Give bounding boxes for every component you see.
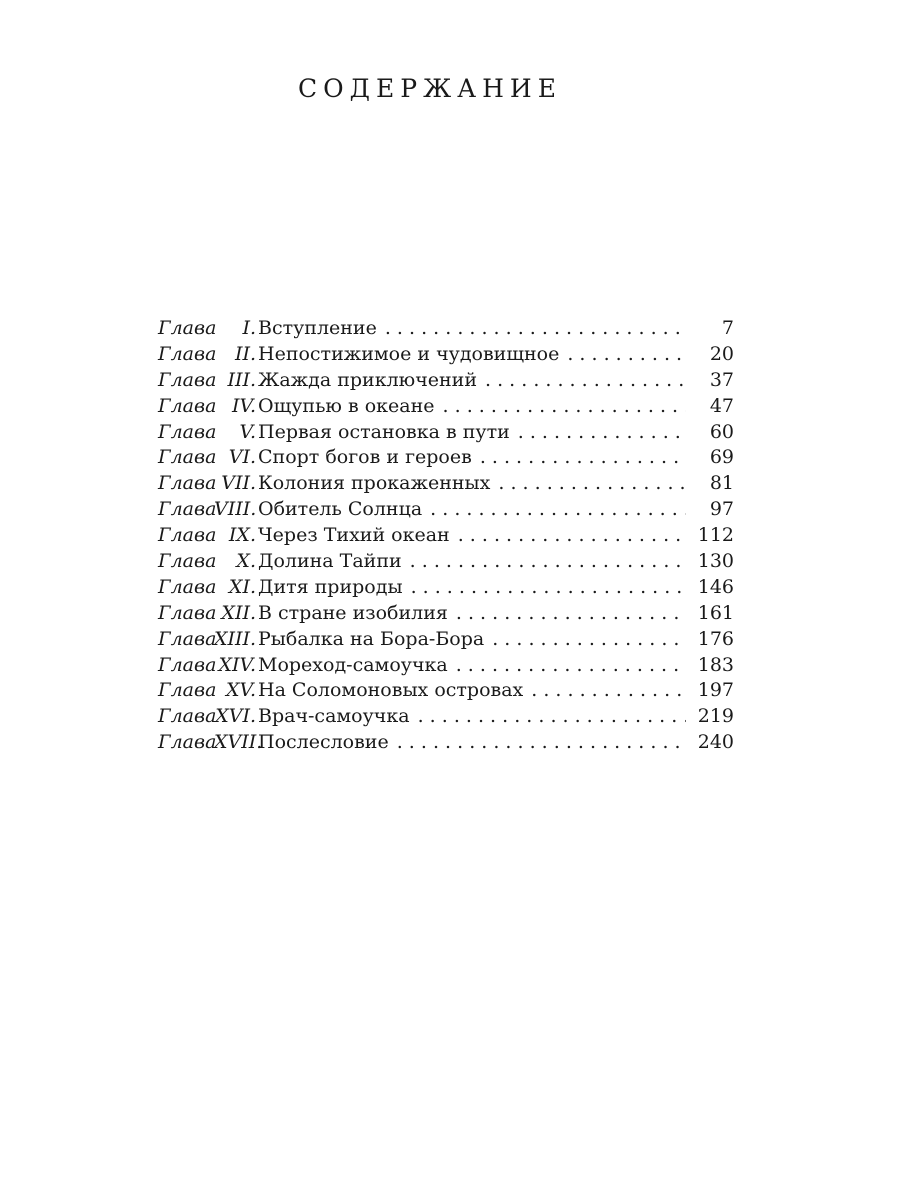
chapter-number: XIV.	[218, 653, 256, 676]
page-number: 60	[709, 420, 734, 443]
page-number: 37	[709, 368, 734, 391]
chapter-title: Непостижимое и чудовищное	[258, 342, 560, 365]
chapter-title: Дитя природы	[258, 575, 403, 598]
toc-entry	[158, 627, 734, 653]
page-number: 69	[709, 446, 734, 469]
page-number: 7	[721, 317, 734, 339]
dot-leader	[397, 730, 686, 756]
chapter-label: Глава	[158, 575, 217, 598]
toc-entry	[158, 471, 734, 497]
chapter-title: Долина Тайпи	[258, 550, 402, 573]
chapter-label: Глава	[158, 394, 217, 417]
toc-entry	[158, 523, 734, 549]
page-number: 81	[709, 472, 734, 495]
dot-leader	[385, 316, 686, 342]
dot-leader	[411, 575, 686, 601]
chapter-title: Колония прокаженных	[258, 472, 491, 495]
chapter-title: На Соломоновых островах	[258, 679, 524, 702]
page-number: 240	[697, 731, 734, 754]
chapter-label: Глава	[158, 446, 217, 469]
chapter-number: XVII.	[214, 731, 263, 754]
dot-leader	[430, 497, 686, 523]
chapter-title: Первая остановка в пути	[258, 420, 510, 443]
toc-entry	[158, 575, 734, 601]
chapter-title: Обитель Солнца	[258, 498, 423, 521]
chapter-number: V.	[239, 420, 256, 443]
chapter-title: Через Тихий океан	[258, 524, 450, 547]
dot-leader	[498, 471, 686, 497]
page-number: 146	[697, 575, 734, 598]
chapter-title: Послесловие	[258, 731, 389, 754]
dot-leader	[492, 627, 686, 653]
table-of-contents	[158, 316, 734, 756]
page-number: 112	[697, 524, 734, 547]
chapter-title: Врач-самоучка	[258, 705, 410, 728]
page-number: 161	[697, 601, 734, 624]
chapter-label: Глава	[158, 601, 217, 624]
dot-leader	[456, 601, 686, 627]
toc-entry	[158, 730, 734, 756]
page-title: СОДЕРЖАНИЕ	[298, 74, 562, 103]
dot-leader	[518, 420, 686, 446]
toc-entry	[158, 549, 734, 575]
dot-leader	[567, 342, 686, 368]
dot-leader	[531, 678, 686, 704]
chapter-number: XII.	[221, 601, 256, 624]
chapter-label: Глава	[158, 498, 217, 521]
chapter-number: XIII.	[214, 627, 257, 650]
chapter-label: Глава	[158, 342, 217, 365]
chapter-label: Глава	[158, 653, 217, 676]
page-number: 176	[697, 627, 734, 650]
page-number: 219	[697, 705, 734, 728]
chapter-label: Глава	[158, 731, 217, 754]
dot-leader	[458, 523, 686, 549]
dot-leader	[480, 445, 686, 471]
chapter-number: IV.	[232, 394, 256, 417]
chapter-number: VII.	[221, 472, 256, 495]
chapter-label: Глава	[158, 627, 217, 650]
page-number: 197	[697, 679, 734, 702]
chapter-number: VIII.	[214, 498, 257, 521]
toc-entry	[158, 420, 734, 446]
dot-leader	[485, 368, 686, 394]
chapter-number: XI.	[228, 575, 256, 598]
chapter-number: III.	[227, 368, 256, 391]
dot-leader	[456, 653, 686, 679]
chapter-title: Ощупью в океане	[258, 394, 435, 417]
chapter-title: Жажда приключений	[258, 368, 477, 391]
toc-entry	[158, 316, 734, 342]
chapter-number: VI.	[228, 446, 256, 469]
toc-entry	[158, 601, 734, 627]
chapter-label: Глава	[158, 472, 217, 495]
chapter-label: Глава	[158, 550, 217, 573]
chapter-label: Глава	[158, 317, 217, 339]
toc-entry	[158, 342, 734, 368]
toc-entry	[158, 445, 734, 471]
toc-entry	[158, 368, 734, 394]
dot-leader	[443, 394, 686, 420]
toc-entry	[158, 497, 734, 523]
dot-leader	[418, 704, 686, 730]
chapter-number: XV.	[226, 679, 256, 702]
page-number: 47	[709, 394, 734, 417]
toc-entry	[158, 678, 734, 704]
page-number: 20	[709, 342, 734, 365]
page-number: 97	[709, 498, 734, 521]
chapter-title: Вступление	[258, 317, 377, 339]
chapter-label: Глава	[158, 524, 217, 547]
chapter-title: Рыбалка на Бора-Бора	[258, 627, 485, 650]
toc-entry	[158, 394, 734, 420]
chapter-number: X.	[236, 550, 256, 573]
chapter-label: Глава	[158, 679, 217, 702]
chapter-number: I.	[242, 317, 256, 339]
chapter-number: II.	[234, 342, 256, 365]
page-number: 183	[697, 653, 734, 676]
chapter-title: В стране изобилия	[258, 601, 448, 624]
chapter-label: Глава	[158, 420, 217, 443]
toc-entry	[158, 704, 734, 730]
dot-leader	[410, 549, 686, 575]
chapter-label: Глава	[158, 368, 217, 391]
chapter-number: XVI.	[215, 705, 256, 728]
chapter-number: IX.	[228, 524, 256, 547]
toc-entry	[158, 653, 734, 679]
chapter-label: Глава	[158, 705, 217, 728]
chapter-title: Спорт богов и героев	[258, 446, 472, 469]
page-number: 130	[697, 550, 734, 573]
chapter-title: Мореход-самоучка	[258, 653, 448, 676]
